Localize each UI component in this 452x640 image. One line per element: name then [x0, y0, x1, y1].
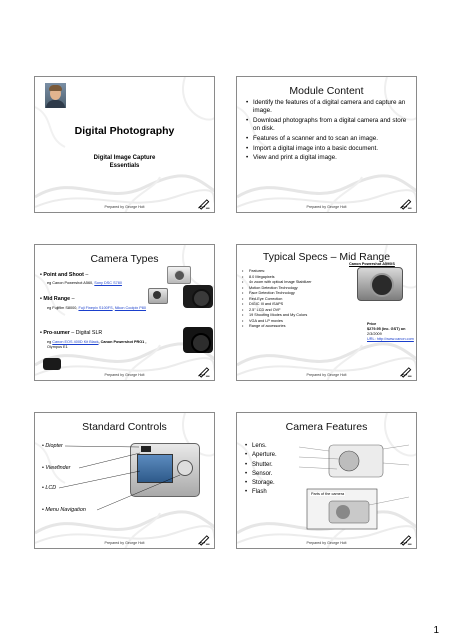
list-item: • Aperture. [245, 451, 277, 460]
list-item: • Flash [245, 488, 277, 497]
slide-title: Module Content [289, 85, 364, 97]
spec-list [242, 269, 352, 330]
point-shoot-heading [40, 272, 88, 278]
canon-eos-link[interactable]: Canon EOS 400D Kit Black [52, 340, 99, 344]
nikon-coolpix-link[interactable]: Nikon Coolpix P80 [114, 306, 147, 310]
prosumer-type: – Digital SLR [69, 330, 103, 336]
list-item: • VGA and LP movies [242, 319, 352, 325]
slide-camera-features [236, 412, 417, 549]
list-item: • Download photographs from a digital camera and store on disk. [246, 117, 408, 133]
list-item: • 4x zoom with optical Image Stabilizer [242, 280, 352, 286]
list-item: • Red-Eye Correction [242, 297, 352, 303]
slide-footer: Prepared by George Holt [104, 205, 145, 209]
point-shoot-label: • Point and Shoot [40, 272, 84, 278]
price-value: $279.95 (inc. GST) on [367, 327, 406, 332]
camera-model: Canon Powershot A590IS [349, 262, 395, 266]
list-item: • Lens. [245, 442, 277, 451]
label-viewfinder: • Viewfinder [42, 465, 70, 471]
list-item: • Features of a scanner and to scan an image. [246, 135, 408, 143]
slide-digital-photography [34, 76, 215, 213]
list-item: • Motion Detection Technology [242, 286, 352, 292]
pen-icon [399, 198, 413, 210]
pen-icon [399, 534, 413, 546]
examples-rest: , Canon Powershot PRO1 , [98, 340, 147, 344]
control-leader-lines [35, 413, 215, 549]
list-item: • DIGIC III and iSAPS [242, 302, 352, 308]
author-portrait [45, 83, 66, 108]
examples-prefix: eg Canon Powershot A560, [47, 281, 95, 285]
examples-prefix: eg Fujifilm S8000, [47, 306, 79, 310]
slide-footer: Prepared by George Holt [104, 541, 145, 545]
slide-footer: Prepared by George Holt [306, 541, 347, 545]
page-number: 1 [433, 625, 439, 636]
module-content-list [246, 99, 408, 164]
pen-icon [197, 534, 211, 546]
list-item: • 8.0 Megapixels [242, 275, 352, 281]
pen-icon [197, 366, 211, 378]
label-lcd: • LCD [42, 485, 56, 491]
examples-prefix: eg [47, 340, 53, 344]
slr-camera-image [183, 327, 213, 353]
slr-camera-small-image [43, 358, 61, 370]
slide-title: Digital Photography [74, 125, 175, 137]
price-date: 2/3/2009 [367, 332, 382, 337]
diagram-caption: Parts of the camera [311, 492, 345, 496]
label-diopter: • Diopter [42, 443, 63, 449]
mid-range-label: • Mid Range [40, 296, 70, 302]
subtitle-line-1: Digital Image Capture [93, 155, 156, 161]
examples-separator: , [112, 306, 115, 310]
list-item: • Identify the features of a digital camera and capture an image. [246, 99, 408, 115]
mid-range-examples [47, 306, 146, 310]
prosumer-heading [40, 330, 102, 336]
pen-icon [399, 366, 413, 378]
slide-typical-specs [236, 244, 417, 381]
price-label: Price [367, 322, 377, 326]
bridge-camera-image [148, 288, 168, 304]
compact-camera-image [167, 266, 191, 284]
slide-footer: Prepared by George Holt [306, 373, 347, 377]
camera-diagram-art [299, 435, 411, 533]
camera-parts-diagram [299, 435, 411, 533]
subtitle-line-2: Essentials [109, 163, 140, 170]
point-shoot-dash: – [83, 272, 89, 278]
mid-range-camera-image [183, 285, 213, 308]
examples-line-2: Olympus E1 [47, 345, 68, 350]
slide-title: Camera Features [285, 421, 368, 433]
list-item: • 19 Shooting Modes and My Colors [242, 313, 352, 319]
slide-subtitle [55, 154, 194, 170]
list-item: • Shutter. [245, 461, 277, 470]
label-menu-navigation: • Menu Navigation [42, 507, 86, 513]
prosumer-label: • Pro-sumer [40, 330, 70, 336]
slide-title: Camera Types [90, 253, 159, 265]
mid-range-heading [40, 296, 75, 302]
slide-module-content [236, 76, 417, 213]
sony-dsc-link[interactable]: Sony DSC S780 [94, 281, 122, 285]
pen-icon [197, 198, 211, 210]
list-item: • Features: [242, 269, 352, 275]
list-item: • Sensor. [245, 470, 277, 479]
list-item: • Import a digital image into a basic document. [246, 145, 408, 153]
slide-camera-types [34, 244, 215, 381]
slide-title: Standard Controls [82, 421, 167, 433]
slide-title: Typical Specs – Mid Range [262, 251, 391, 263]
list-item: • Storage. [245, 479, 277, 488]
point-shoot-examples [47, 281, 122, 285]
features-list [245, 442, 277, 498]
list-item: • Face Detection Technology [242, 291, 352, 297]
slide-standard-controls [34, 412, 215, 549]
list-item: • View and print a digital image. [246, 154, 408, 162]
canon-url-link[interactable]: URL: http://www.canon.com [367, 337, 414, 342]
slide-footer: Prepared by George Holt [104, 373, 145, 377]
mid-range-dash: – [70, 296, 75, 302]
prosumer-examples [47, 340, 167, 350]
list-item: • Range of accessories [242, 324, 352, 330]
fuji-finepix-link[interactable]: Fuji Finepix S100FS [78, 306, 113, 310]
canon-powershot-image [357, 267, 403, 301]
price-block [367, 322, 417, 343]
list-item: • 2.5" LCD and OVF [242, 308, 352, 314]
slide-footer: Prepared by George Holt [306, 205, 347, 209]
